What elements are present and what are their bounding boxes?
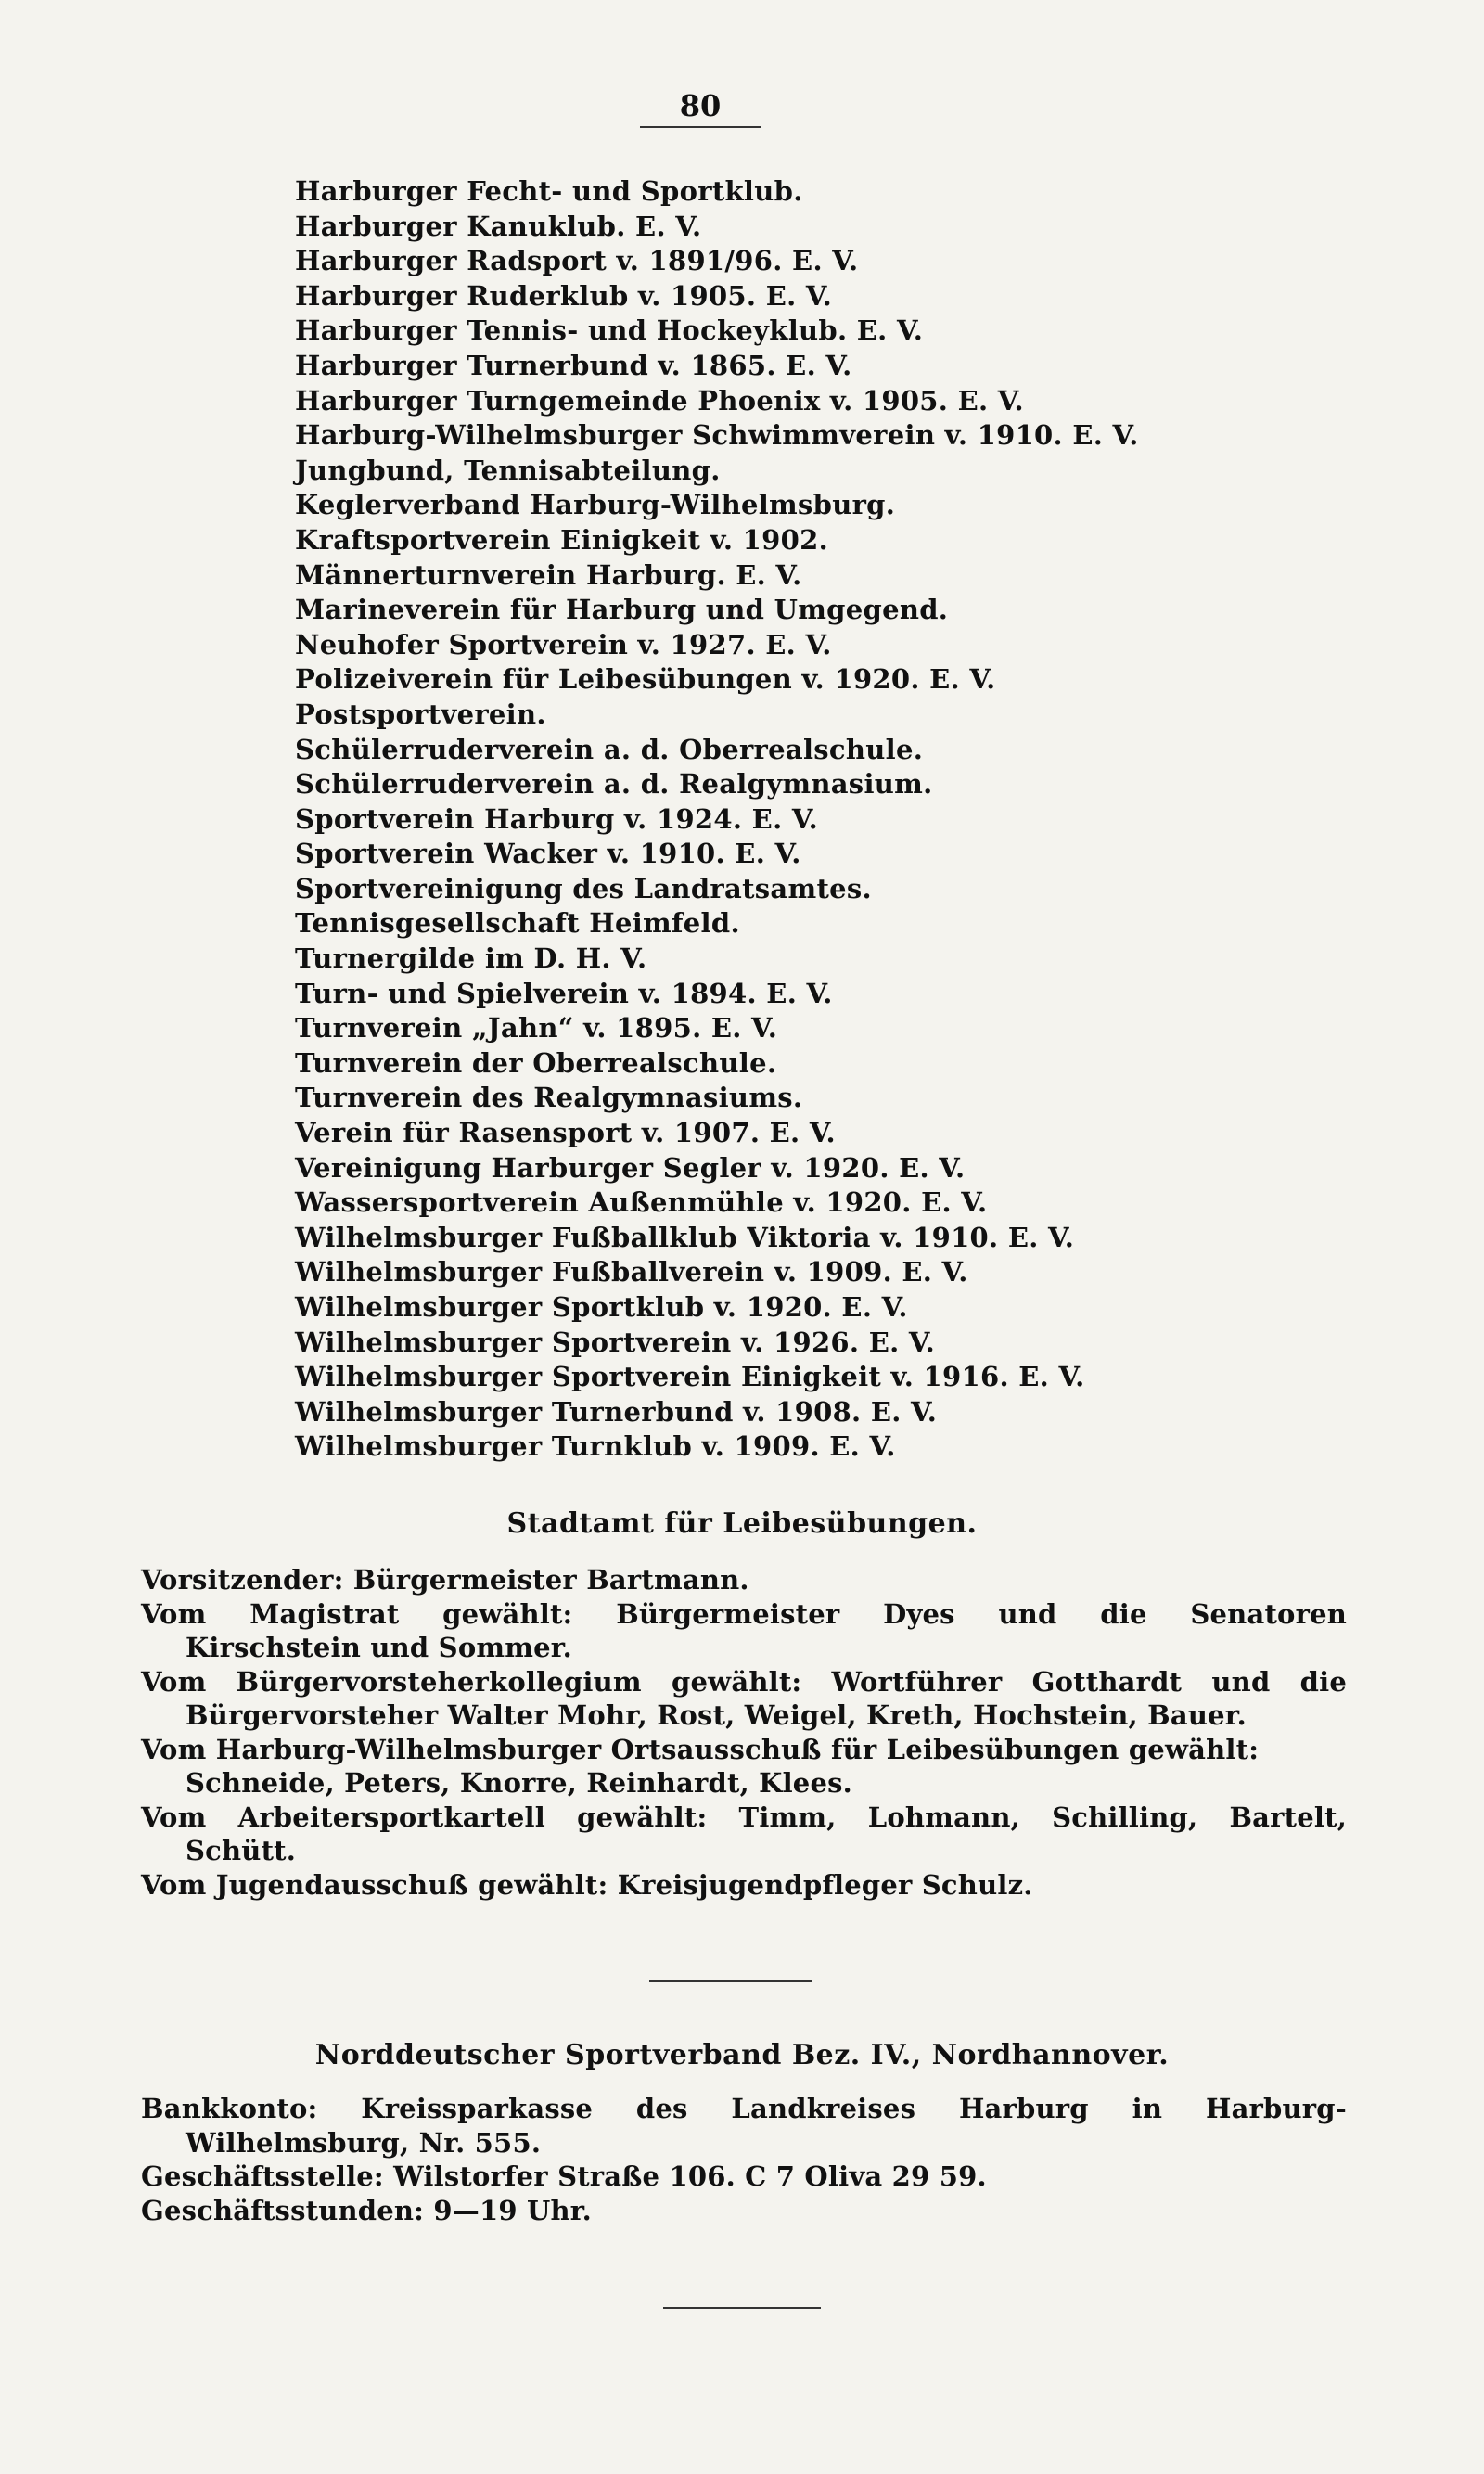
list-item: Turnergilde im D. H. V. <box>295 942 647 975</box>
list-item: Turnverein der Oberrealschule. <box>295 1046 777 1079</box>
list-item: Wilhelmsburger Sportverein v. 1926. E. V. <box>295 1326 936 1358</box>
stadtamt-line: Vom Bürgervorsteherkollegium gewählt: Wortführer Gotthardt und die <box>141 1665 1347 1698</box>
list-item: Sportverein Wacker v. 1910. E. V. <box>295 838 801 870</box>
stadtamt-line: Vom Arbeitersportkartell gewählt: Timm, Lohmann, Schilling, Bartelt, <box>141 1801 1347 1833</box>
sportverband-line: Geschäftsstelle: Wilstorfer Straße 106. C 7 Oliva 29 59. <box>141 2160 987 2192</box>
list-item: Harburger Fecht- und Sportklub. <box>295 175 803 207</box>
list-item: Marineverein für Harburg und Umgegend. <box>295 594 949 626</box>
list-item: Vereinigung Harburger Segler v. 1920. E. V. <box>295 1151 966 1184</box>
sportverband-block <box>141 2092 1347 2227</box>
list-item: Harburg-Wilhelmsburger Schwimmverein v. 1910. E. V. <box>295 419 1139 452</box>
list-item: Harburger Tennis- und Hockeyklub. E. V. <box>295 314 924 347</box>
list-item: Harburger Kanuklub. E. V. <box>295 210 702 242</box>
list-item: Verein für Rasensport v. 1907. E. V. <box>295 1117 836 1149</box>
list-item: Schülerruderverein a. d. Realgymnasium. <box>295 768 933 801</box>
list-item: Harburger Ruderklub v. 1905. E. V. <box>295 279 833 312</box>
list-item: Sportvereinigung des Landratsamtes. <box>295 872 872 904</box>
stadtamt-line: Vorsitzender: Bürgermeister Bartmann. <box>141 1564 749 1596</box>
list-item: Neuhofer Sportverein v. 1927. E. V. <box>295 628 832 660</box>
list-item: Wassersportverein Außenmühle v. 1920. E. V. <box>295 1186 988 1219</box>
header-rule <box>640 126 761 128</box>
list-item: Tennisgesellschaft Heimfeld. <box>295 907 740 940</box>
list-item: Wilhelmsburger Sportverein Einigkeit v. 1916. E. V. <box>295 1361 1085 1393</box>
stadtamt-line: Bürgervorsteher Walter Mohr, Rost, Weigel, Kreth, Hochstein, Bauer. <box>186 1699 1247 1731</box>
stadtamt-line: Vom Jugendausschuß gewählt: Kreisjugendpfleger Schulz. <box>141 1868 1033 1901</box>
list-item: Postsportverein. <box>295 698 546 730</box>
section-divider <box>649 1980 812 1982</box>
stadtamt-line: Vom Magistrat gewählt: Bürgermeister Dyes und die Senatoren <box>141 1597 1347 1630</box>
list-item: Wilhelmsburger Turnerbund v. 1908. E. V. <box>295 1395 938 1428</box>
stadtamt-line: Vom Harburg-Wilhelmsburger Ortsausschuß für Leibesübungen gewählt: <box>141 1733 1260 1765</box>
list-item: Turnverein „Jahn“ v. 1895. E. V. <box>295 1012 778 1045</box>
list-item: Harburger Radsport v. 1891/96. E. V. <box>295 245 859 277</box>
stadtamt-line: Schütt. <box>186 1835 297 1866</box>
list-item: Keglerverband Harburg-Wilhelmsburg. <box>295 489 896 521</box>
sportverband-line: Geschäftsstunden: 9—19 Uhr. <box>141 2194 592 2226</box>
page-number: 80 <box>679 88 722 123</box>
sportverband-line: Bankkonto: Kreissparkasse des Landkreises Harburg in Harburg- <box>141 2093 1347 2124</box>
sportverband-heading: Norddeutscher Sportverband Bez. IV., Nordhannover. <box>314 2039 1170 2071</box>
list-item: Wilhelmsburger Fußballverein v. 1909. E. V. <box>295 1256 968 1288</box>
list-item: Turnverein des Realgymnasiums. <box>295 1082 803 1114</box>
stadtamt-line: Schneide, Peters, Knorre, Reinhardt, Klees. <box>186 1767 852 1799</box>
list-item: Jungbund, Tennisabteilung. <box>295 454 721 486</box>
stadtamt-line: Kirschstein und Sommer. <box>186 1632 572 1663</box>
sportverband-line: Wilhelmsburg, Nr. 555. <box>186 2126 542 2159</box>
list-item: Harburger Turngemeinde Phoenix v. 1905. E. V. <box>295 384 1024 417</box>
list-item: Wilhelmsburger Sportklub v. 1920. E. V. <box>295 1291 908 1323</box>
list-item: Harburger Turnerbund v. 1865. E. V. <box>295 349 852 381</box>
club-list <box>295 174 1315 1465</box>
list-item: Sportverein Harburg v. 1924. E. V. <box>295 802 819 835</box>
list-item: Polizeiverein für Leibesübungen v. 1920. E. V. <box>295 663 996 696</box>
list-item: Kraftsportverein Einigkeit v. 1902. <box>295 523 828 556</box>
list-item: Schülerruderverein a. d. Oberrealschule. <box>295 733 924 765</box>
footer-divider <box>663 2307 821 2309</box>
stadtamt-block <box>141 1563 1347 1902</box>
stadtamt-heading: Stadtamt für Leibesübungen. <box>506 1507 978 1540</box>
list-item: Wilhelmsburger Fußballklub Viktoria v. 1910. E. V. <box>295 1221 1075 1253</box>
list-item: Männerturnverein Harburg. E. V. <box>295 558 802 591</box>
list-item: Wilhelmsburger Turnklub v. 1909. E. V. <box>295 1430 896 1463</box>
list-item: Turn- und Spielverein v. 1894. E. V. <box>295 977 833 1009</box>
